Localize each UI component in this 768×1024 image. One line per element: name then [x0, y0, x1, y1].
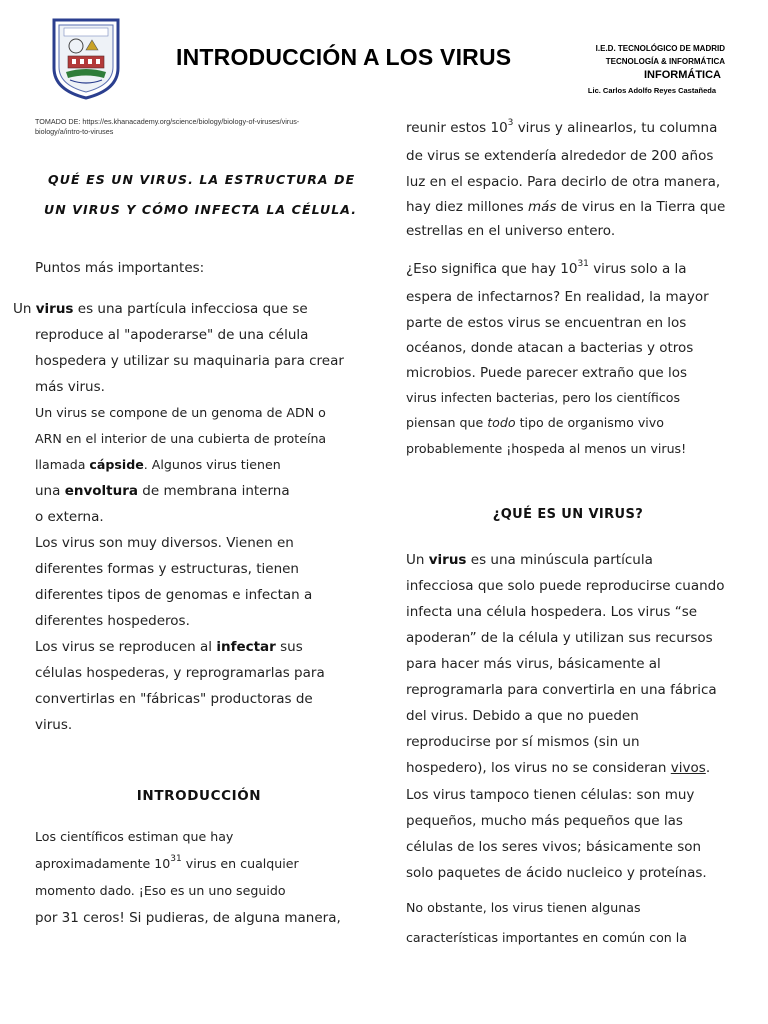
body-line: océanos, donde atacan a bacterias y otros: [406, 340, 694, 356]
body-line: No obstante, los virus tienen algunas: [406, 900, 641, 915]
body-line: hay diez millones más de virus en la Tierra que: [406, 199, 726, 215]
body-line: por 31 ceros! Si pudieras, de alguna manera,: [35, 910, 341, 926]
subject-name: INFORMÁTICA: [644, 69, 721, 81]
body-line: estrellas en el universo entero.: [406, 223, 616, 239]
body-line: llamada cápside. Algunos virus tienen: [35, 457, 281, 472]
body-line: diferentes formas y estructuras, tienen: [35, 561, 299, 577]
body-line: espera de infectarnos? En realidad, la mayor: [406, 289, 709, 305]
body-line: infecta una célula hospedera. Los virus “se: [406, 604, 698, 620]
body-line: aproximadamente $10^{31}$ virus en cualquier: [35, 854, 299, 871]
source-line: biology/a/intro-to-viruses: [35, 127, 114, 136]
institution-name: I.E.D. TECNOLÓGICO DE MADRID: [595, 44, 725, 53]
body-line: reproducirse por sí mismos (sin un: [406, 734, 640, 750]
section-heading: QUÉ ES UN VIRUS. LA ESTRUCTURA DE: [48, 172, 356, 187]
body-line: más virus.: [35, 379, 105, 395]
body-line: del virus. Debido a que no pueden: [406, 708, 639, 724]
body-line: reunir estos $10^3$ virus y alinearlos, tu columna: [406, 118, 718, 136]
body-line: ¿Eso significa que hay $10^{31}$ virus solo a la: [406, 259, 687, 277]
page-title: INTRODUCCIÓN A LOS VIRUS: [176, 44, 512, 70]
body-line: Los científicos estiman que hay: [35, 829, 234, 844]
body-line: parte de estos virus se encuentran en los: [406, 315, 687, 331]
body-line: virus.: [35, 717, 73, 733]
body-line: diferentes tipos de genomas e infectan a: [35, 587, 313, 603]
section-heading-what-is-virus: ¿QUÉ ES UN VIRUS?: [492, 507, 644, 522]
vivos-link[interactable]: vivos: [670, 760, 706, 776]
body-line: solo paquetes de ácido nucleico y proteínas.: [406, 865, 707, 881]
department-name: TECNOLOGÍA & INFORMÁTICA: [605, 57, 725, 66]
body-line: o externa.: [35, 509, 104, 525]
key-points-label: Puntos más importantes:: [35, 260, 205, 276]
body-line: probablemente ¡hospeda al menos un virus!: [406, 441, 687, 456]
body-line: virus infecten bacterias, pero los científicos: [406, 390, 681, 405]
teacher-name: Lic. Carlos Adolfo Reyes Castañeda: [587, 86, 716, 95]
body-line: Los virus son muy diversos. Vienen en: [35, 535, 294, 551]
section-heading: UN VIRUS Y CÓMO INFECTA LA CÉLULA.: [44, 202, 358, 217]
body-line: una envoltura de membrana interna: [35, 483, 290, 499]
body-line: Un virus se compone de un genoma de ADN o: [35, 405, 326, 420]
body-line: apoderan” de la célula y utilizan sus recursos: [406, 630, 713, 646]
body-line: Un virus es una minúscula partícula: [406, 552, 653, 568]
source-citation: [35, 117, 365, 137]
body-line: Los virus se reproducen al infectar sus: [35, 639, 303, 655]
source-line: TOMADO DE: https://es.khanacademy.org/science/biology/biology-of-viruses/virus-: [35, 117, 300, 126]
body-line: características importantes en común con la: [406, 930, 687, 945]
body-line: células de los seres vivos; básicamente son: [406, 839, 702, 855]
section-heading-intro: INTRODUCCIÓN: [136, 788, 262, 804]
body-line: diferentes hospederos.: [35, 613, 190, 629]
body-line: infecciosa que solo puede reproducirse cuando: [406, 578, 725, 594]
body-line: microbios. Puede parecer extraño que los: [406, 365, 687, 381]
body-line: de virus se extendería alrededor de 200 años: [406, 148, 714, 164]
body-line: ARN en el interior de una cubierta de proteína: [35, 431, 327, 446]
body-line: reprogramarla para convertirla en una fábrica: [406, 682, 717, 698]
body-line: momento dado. ¡Eso es un uno seguido: [35, 883, 286, 898]
body-line: células hospederas, y reprogramarlas para: [35, 665, 325, 681]
body-line: reproduce al "apoderarse" de una célula: [35, 327, 309, 343]
body-line: Los virus tampoco tienen células: son muy: [406, 787, 695, 803]
body-line: pequeños, mucho más pequeños que las: [406, 813, 683, 829]
body-line: Un virus es una partícula infecciosa que se: [13, 301, 308, 317]
body-line: convertirlas en "fábricas" productoras de: [35, 691, 313, 707]
body-line: hospedera y utilizar su maquinaria para crear: [35, 353, 344, 369]
body-line: para hacer más virus, básicamente al: [406, 656, 661, 672]
body-line: piensan que todo tipo de organismo vivo: [406, 415, 664, 430]
school-crest-logo: [50, 16, 122, 100]
body-line: luz en el espacio. Para decirlo de otra manera,: [406, 174, 721, 190]
body-line: hospedero), los virus no se consideran vivos.: [406, 760, 711, 776]
